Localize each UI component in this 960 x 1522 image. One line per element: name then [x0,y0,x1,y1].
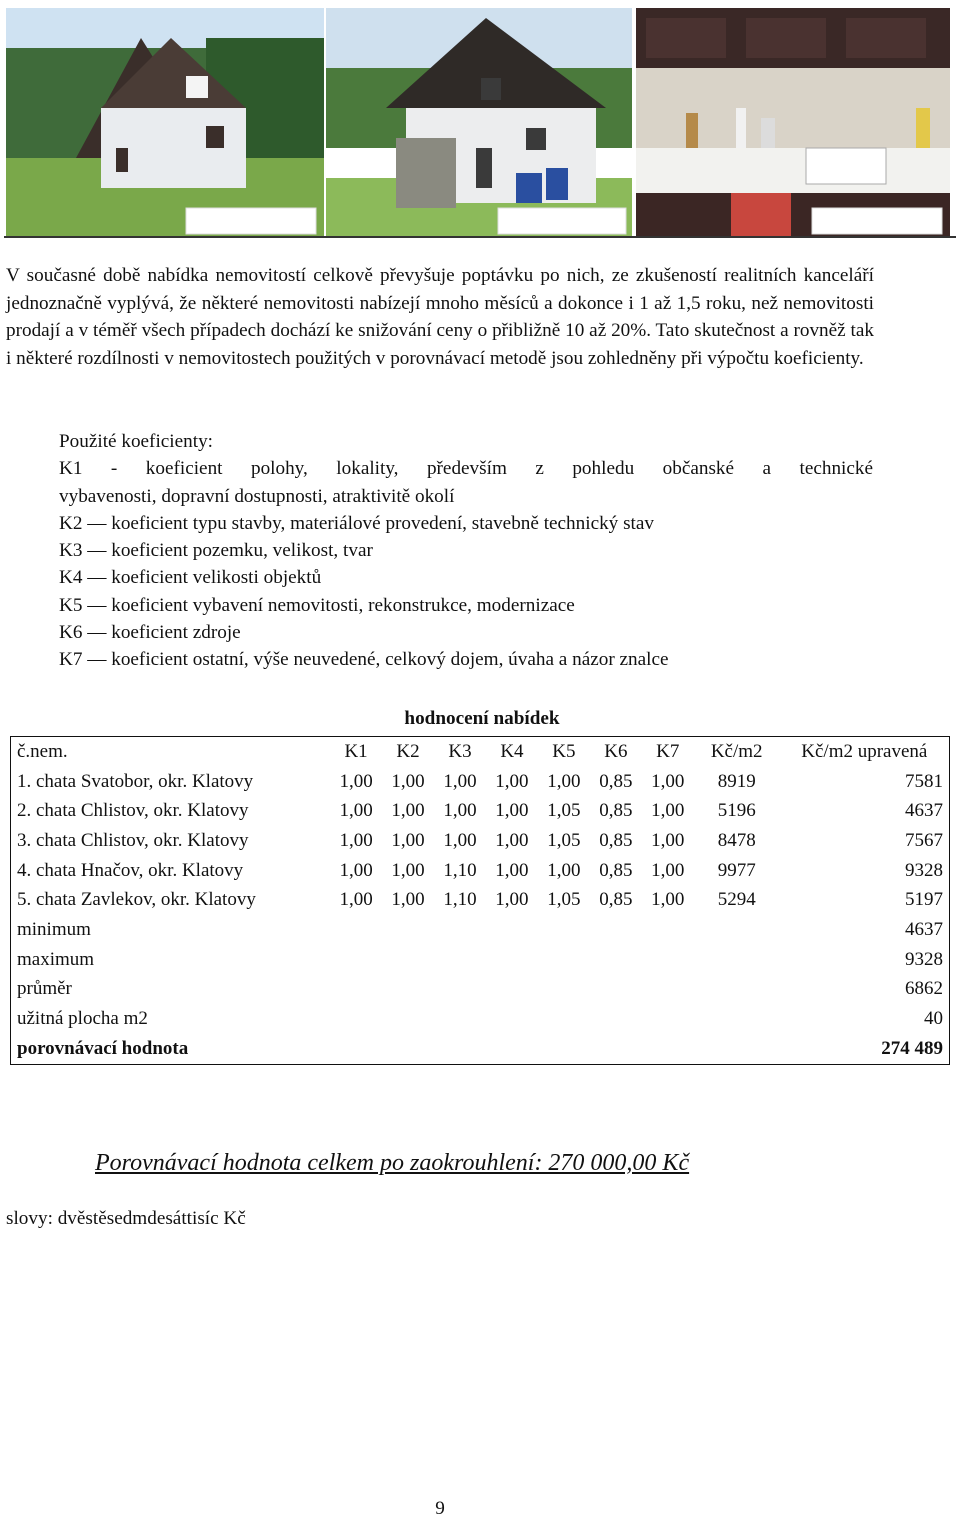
summary-label: maximum [11,945,331,975]
summary-label: minimum [11,915,331,945]
table-cell: 8919 [717,770,756,792]
intro-paragraph: V současné době nabídka nemovitostí celkově převyšuje poptávku po nich, ze zkušeností realitních kanceláří jednoznačně vyplývá, že některé nemovitosti nabízejí mnoho měsíců a dokonce i 1 až 1,5 roku, než nemovitosti prodají a v téměř všech případech dochází ke snižování ceny o přibližně 10 až 20%. Tato skutečnost a rovněž tak i některé rozdílnosti v nemovitostech použitých v porovnávací metodě jsou zohledněny při výpočtu koeficienty. [6,265,874,369]
table-cell: 1,00 [651,800,685,822]
table-cell: 1,00 [443,800,477,822]
summary-label: porovnávací hodnota [11,1034,331,1064]
table-cell: 7581 [780,767,950,797]
header-cell: K7 [642,737,694,767]
table-cell: 1,00 [339,859,373,881]
header-cell: Kč/m2 upravená [780,737,950,767]
table-cell: 1,00 [443,829,477,851]
table-cell: 1,00 [651,829,685,851]
table-cell: 1,00 [339,889,373,911]
total-value-heading: Porovnávací hodnota celkem po zaokrouhlení: 270 000,00 Kč [95,1150,690,1176]
header-cell: Kč/m2 [694,737,780,767]
page-number: 9 [435,1498,445,1519]
coefficient-line-k7: K7 — koeficient ostatní, výše neuvedené, celkový dojem, úvaha a názor znalce [59,649,669,671]
table-cell: 1,00 [651,770,685,792]
table-cell: 0,85 [599,770,633,792]
table-cell: 1,00 [547,859,581,881]
table-cell: 1,05 [547,889,581,911]
table-row [11,767,950,797]
table-cell: 1,05 [547,829,581,851]
table-cell: 1,00 [443,770,477,792]
table-cell: 7567 [780,826,950,856]
table-cell: 1,00 [495,889,529,911]
table-cell: 0,85 [599,800,633,822]
table-title-text: hodnocení nabídek [404,708,560,729]
summary-value: 274 489 [780,1034,950,1064]
table-cell: 1,10 [443,889,477,911]
header-cell: K4 [486,737,538,767]
total-in-words: slovy: dvěstěsedmdesáttisíc Kč [6,1208,246,1229]
coefficient-line-k2: K2 — koeficient typu stavby, materiálové provedení, stavebně technický stav [59,512,654,534]
coefficients-heading: Použité koeficienty: [59,431,213,452]
table-cell: 9977 [717,859,756,881]
table-cell: 1,00 [495,859,529,881]
photo-strip [4,4,956,238]
table-cell: 1,00 [495,770,529,792]
table-row [11,885,950,915]
summary-row-comparative-value [11,1034,950,1064]
summary-value: 4637 [780,915,950,945]
summary-row-maximum [11,945,950,975]
table-cell: 1,00 [391,770,425,792]
table-cell: 1,00 [495,829,529,851]
photo-cottage-front [6,8,324,236]
photo-cottage-side [326,8,632,236]
table-cell: 0,85 [599,829,633,851]
summary-value: 6862 [780,975,950,1005]
table-cell: 1. chata Svatobor, okr. Klatovy [11,767,331,797]
coefficient-line-k6: K6 — koeficient zdroje [59,622,241,644]
offers-table [10,736,950,1065]
table-cell: 5196 [717,800,756,822]
table-cell: 0,85 [599,889,633,911]
coefficient-line-k1-cont: vybavenosti, dopravní dostupnosti, atraktivitě okolí [59,485,455,507]
summary-label: průměr [11,975,331,1005]
summary-value: 9328 [780,945,950,975]
table-cell: 8478 [717,829,756,851]
coefficients-block [59,428,873,674]
table-cell: 5. chata Zavlekov, okr. Klatovy [11,885,331,915]
table-cell: 5294 [717,889,756,911]
table-cell: 4. chata Hnačov, okr. Klatovy [11,856,331,886]
table-cell: 1,00 [495,800,529,822]
table-cell: 0,85 [599,859,633,881]
header-cell: č.nem. [11,737,331,767]
header-cell: K1 [330,737,382,767]
table-cell: 4637 [780,796,950,826]
summary-row-minimum [11,915,950,945]
header-cell: K6 [590,737,642,767]
table-cell: 1,00 [339,829,373,851]
coefficient-line-k3: K3 — koeficient pozemku, velikost, tvar [59,540,373,562]
coefficient-line-k1: K1 - koeficient polohy, lokality, především z pohledu občanské a technické [59,458,873,480]
table-title [0,708,960,730]
table-cell: 1,00 [339,800,373,822]
header-cell: K2 [382,737,434,767]
page-number-container [0,1498,960,1520]
photo-kitchen [636,8,950,236]
coefficient-line-k5: K5 — koeficient vybavení nemovitosti, rekonstrukce, modernizace [59,594,575,616]
table-cell: 9328 [780,856,950,886]
summary-row-average [11,975,950,1005]
summary-row-area [11,1004,950,1034]
summary-label: užitná plocha m2 [11,1004,331,1034]
table-cell: 1,00 [391,829,425,851]
table-cell: 1,00 [651,889,685,911]
table-cell: 1,00 [547,770,581,792]
table-row [11,796,950,826]
table-cell: 2. chata Chlistov, okr. Klatovy [11,796,331,826]
table-cell: 5197 [780,885,950,915]
table-cell: 1,00 [651,859,685,881]
table-cell: 1,00 [391,889,425,911]
header-cell: K3 [434,737,486,767]
table-row [11,826,950,856]
table-cell: 1,10 [443,859,477,881]
table-cell: 1,05 [547,800,581,822]
summary-value: 40 [780,1004,950,1034]
coefficient-line-k4: K4 — koeficient velikosti objektů [59,567,322,589]
table-cell: 1,00 [391,800,425,822]
header-cell: K5 [538,737,590,767]
table-row [11,856,950,886]
table-header-row [11,737,950,767]
table-cell: 3. chata Chlistov, okr. Klatovy [11,826,331,856]
table-cell: 1,00 [339,770,373,792]
table-cell: 1,00 [391,859,425,881]
